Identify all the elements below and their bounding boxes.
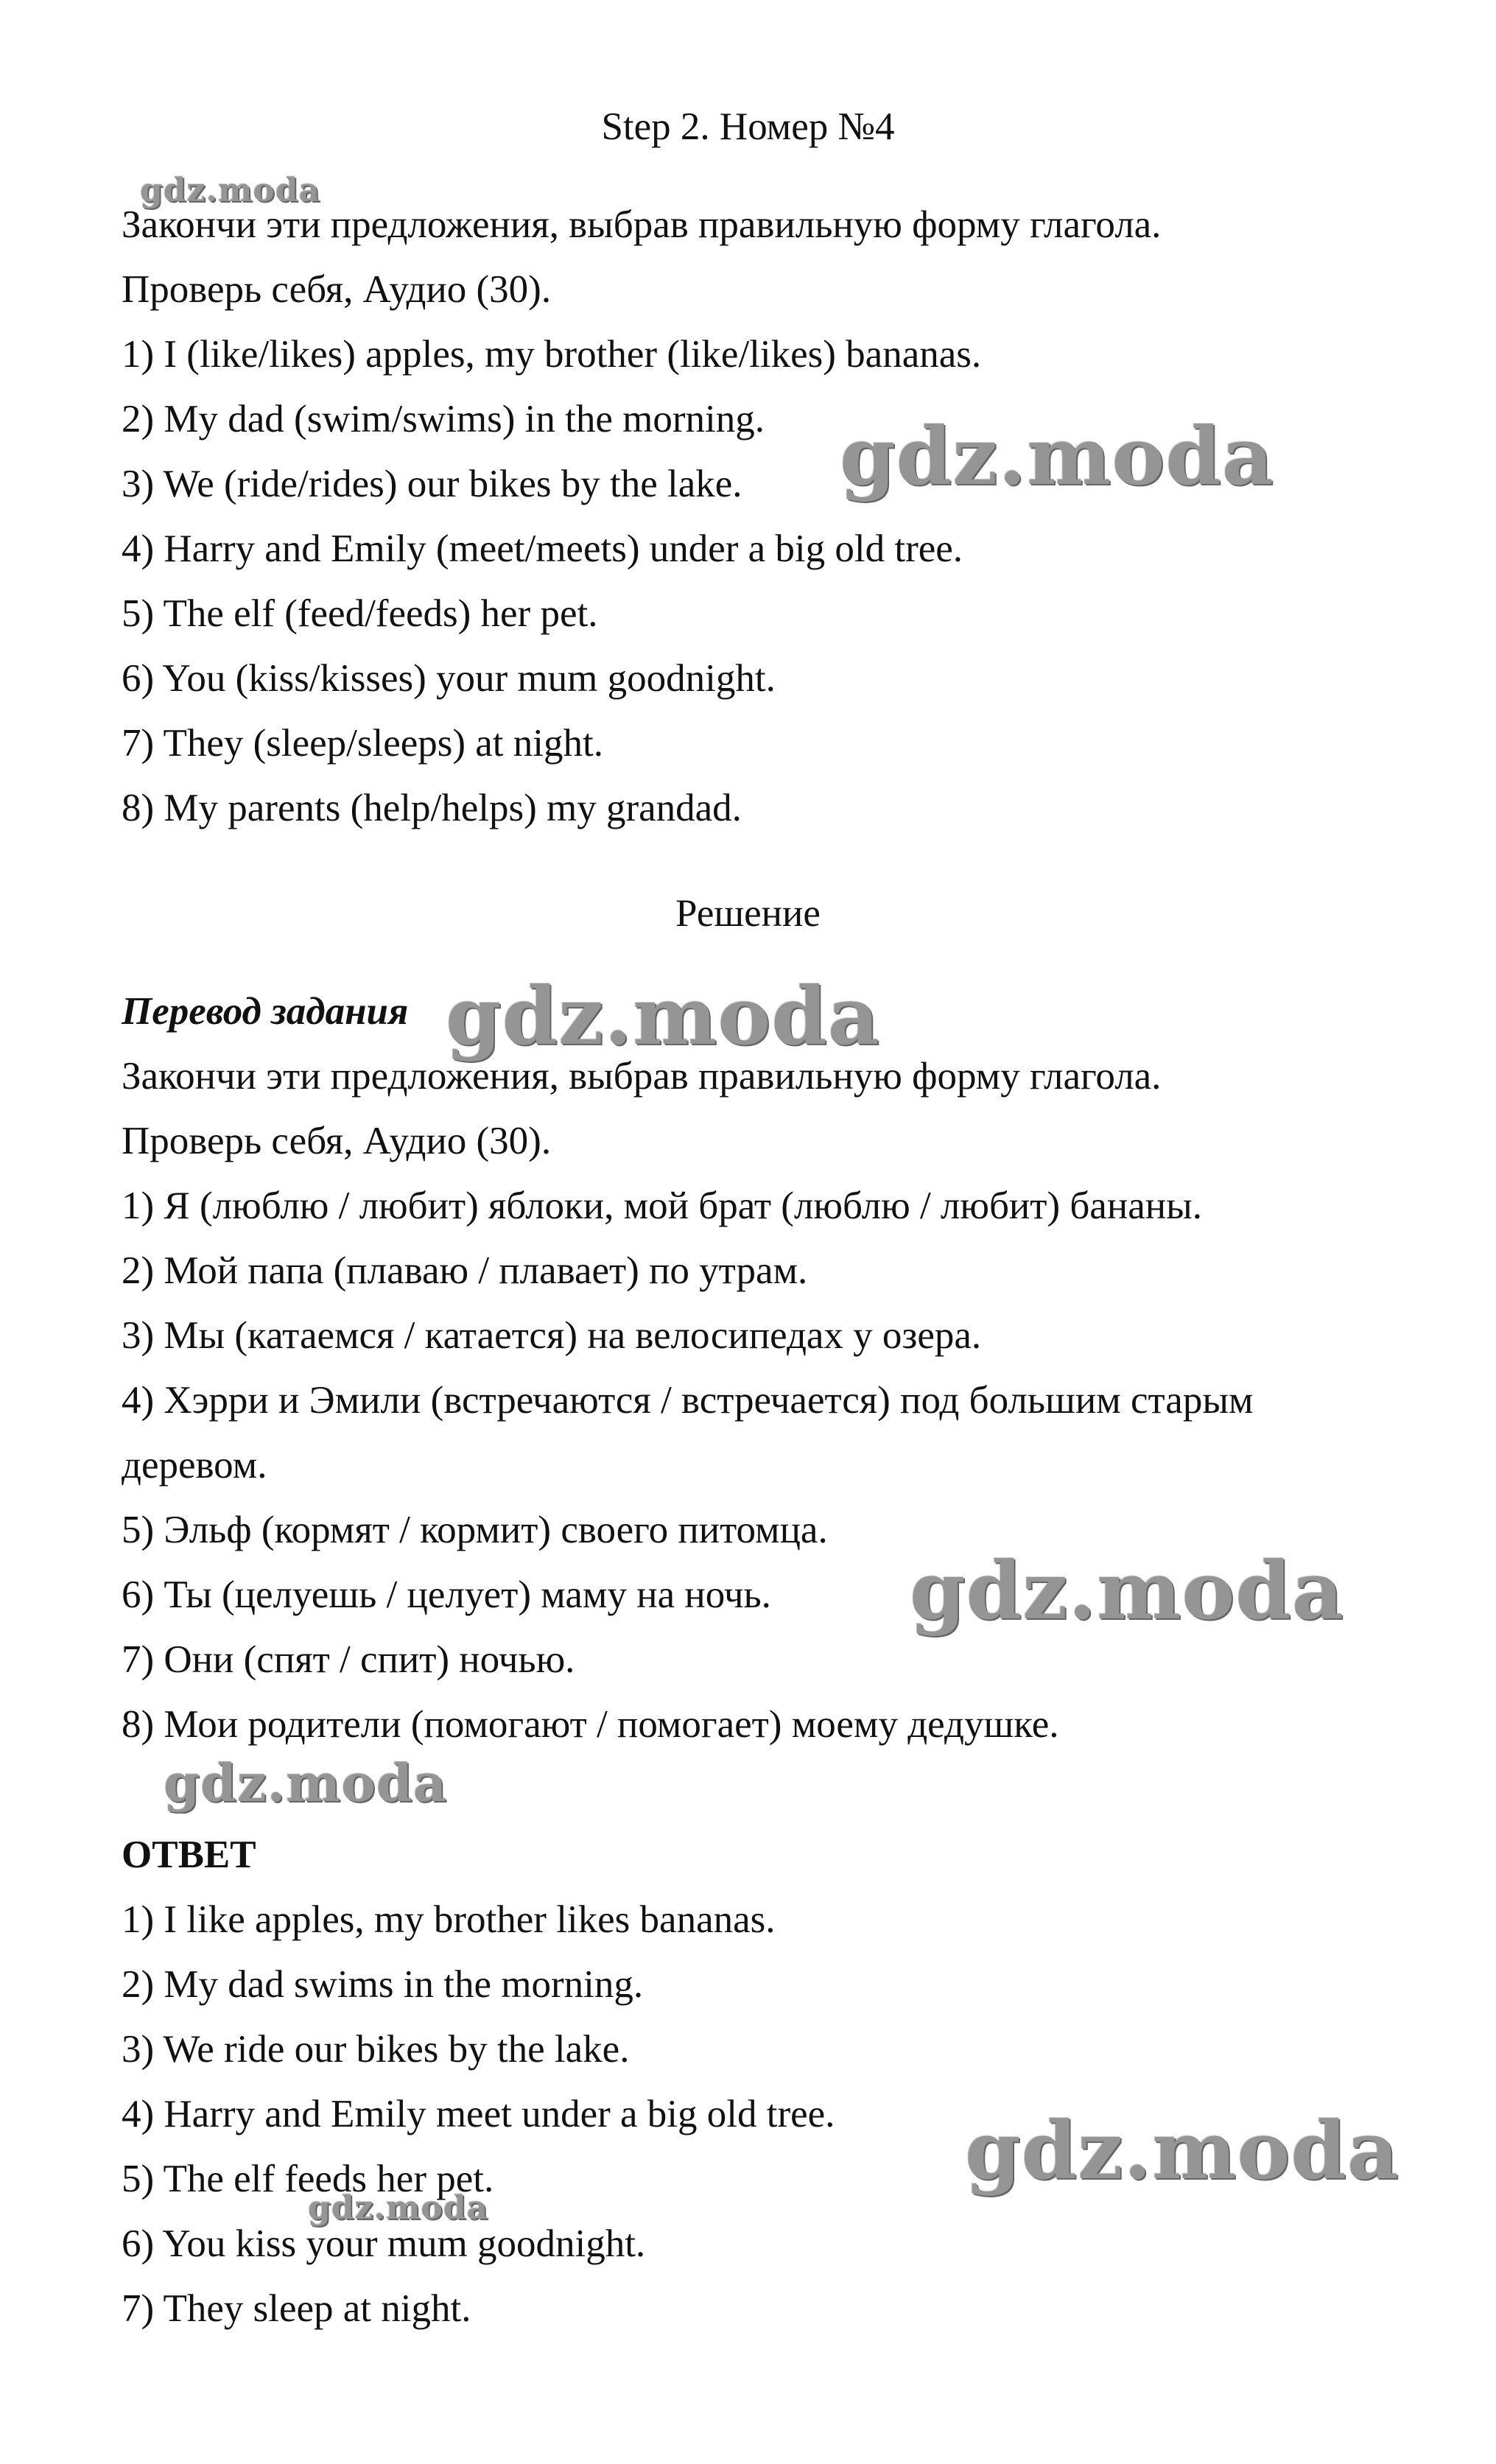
page-title: Step 2. Номер №4 bbox=[601, 105, 895, 148]
translation-check: Проверь себя, Аудио (30). bbox=[122, 1120, 552, 1162]
watermark: gdz.moda bbox=[910, 1545, 1344, 1638]
watermark: gdz.moda bbox=[164, 1752, 448, 1814]
answer-item: 2) My dad swims in the morning. bbox=[122, 1963, 644, 2006]
answer-item: 4) Harry and Emily meet under a big old tree. bbox=[122, 2093, 835, 2135]
translation-item: 2) Мой папа (плаваю / плавает) по утрам. bbox=[122, 1249, 808, 1292]
task-item: 7) They (sleep/sleeps) at night. bbox=[122, 722, 603, 765]
answer-item: 7) They sleep at night. bbox=[122, 2287, 471, 2330]
task-item: 5) The elf (feed/feeds) her pet. bbox=[122, 592, 598, 635]
watermark: gdz.moda bbox=[140, 172, 321, 209]
task-item: 3) We (ride/rides) our bikes by the lake. bbox=[122, 463, 742, 505]
answer-item: 5) The elf feeds her pet. bbox=[122, 2158, 494, 2200]
translation-item: 8) Мои родители (помогают / помогает) моему дедушке. bbox=[122, 1703, 1059, 1746]
solution-title: Решение bbox=[675, 892, 821, 935]
translation-heading: Перевод задания bbox=[122, 990, 409, 1033]
task-item: 2) My dad (swim/swims) in the morning. bbox=[122, 398, 765, 440]
translation-item: 7) Они (спят / спит) ночью. bbox=[122, 1638, 575, 1681]
translation-item: 6) Ты (целуешь / целует) маму на ночь. bbox=[122, 1573, 771, 1616]
translation-item: 1) Я (люблю / любит) яблоки, мой брат (люблю / любит) бананы. bbox=[122, 1184, 1202, 1227]
task-item: 4) Harry and Emily (meet/meets) under a big old tree. bbox=[122, 527, 963, 570]
task-instruction: Закончи эти предложения, выбрав правильную форму глагола. bbox=[122, 203, 1162, 246]
watermark: gdz.moda bbox=[965, 2105, 1400, 2197]
watermark: gdz.moda bbox=[840, 410, 1274, 503]
watermark: gdz.moda bbox=[446, 970, 880, 1063]
answer-heading: ОТВЕТ bbox=[122, 1833, 256, 1876]
translation-item: 5) Эльф (кормят / кормит) своего питомца. bbox=[122, 1509, 828, 1551]
task-item: 1) I (like/likes) apples, my brother (like/likes) bananas. bbox=[122, 333, 982, 376]
task-item: 6) You (kiss/kisses) your mum goodnight. bbox=[122, 657, 776, 700]
translation-item: деревом. bbox=[122, 1444, 267, 1487]
watermark: gdz.moda bbox=[308, 2189, 489, 2227]
answer-item: 6) You kiss your mum goodnight. bbox=[122, 2222, 646, 2265]
answer-item: 3) We ride our bikes by the lake. bbox=[122, 2028, 630, 2071]
task-check: Проверь себя, Аудио (30). bbox=[122, 268, 552, 311]
task-item: 8) My parents (help/helps) my grandad. bbox=[122, 787, 742, 829]
translation-item: 4) Хэрри и Эмили (встречаются / встречается) под большим старым bbox=[122, 1379, 1254, 1422]
answer-item: 1) I like apples, my brother likes bananas. bbox=[122, 1898, 776, 1941]
translation-item: 3) Мы (катаемся / катается) на велосипедах у озера. bbox=[122, 1314, 982, 1357]
translation-instruction: Закончи эти предложения, выбрав правильную форму глагола. bbox=[122, 1055, 1162, 1098]
